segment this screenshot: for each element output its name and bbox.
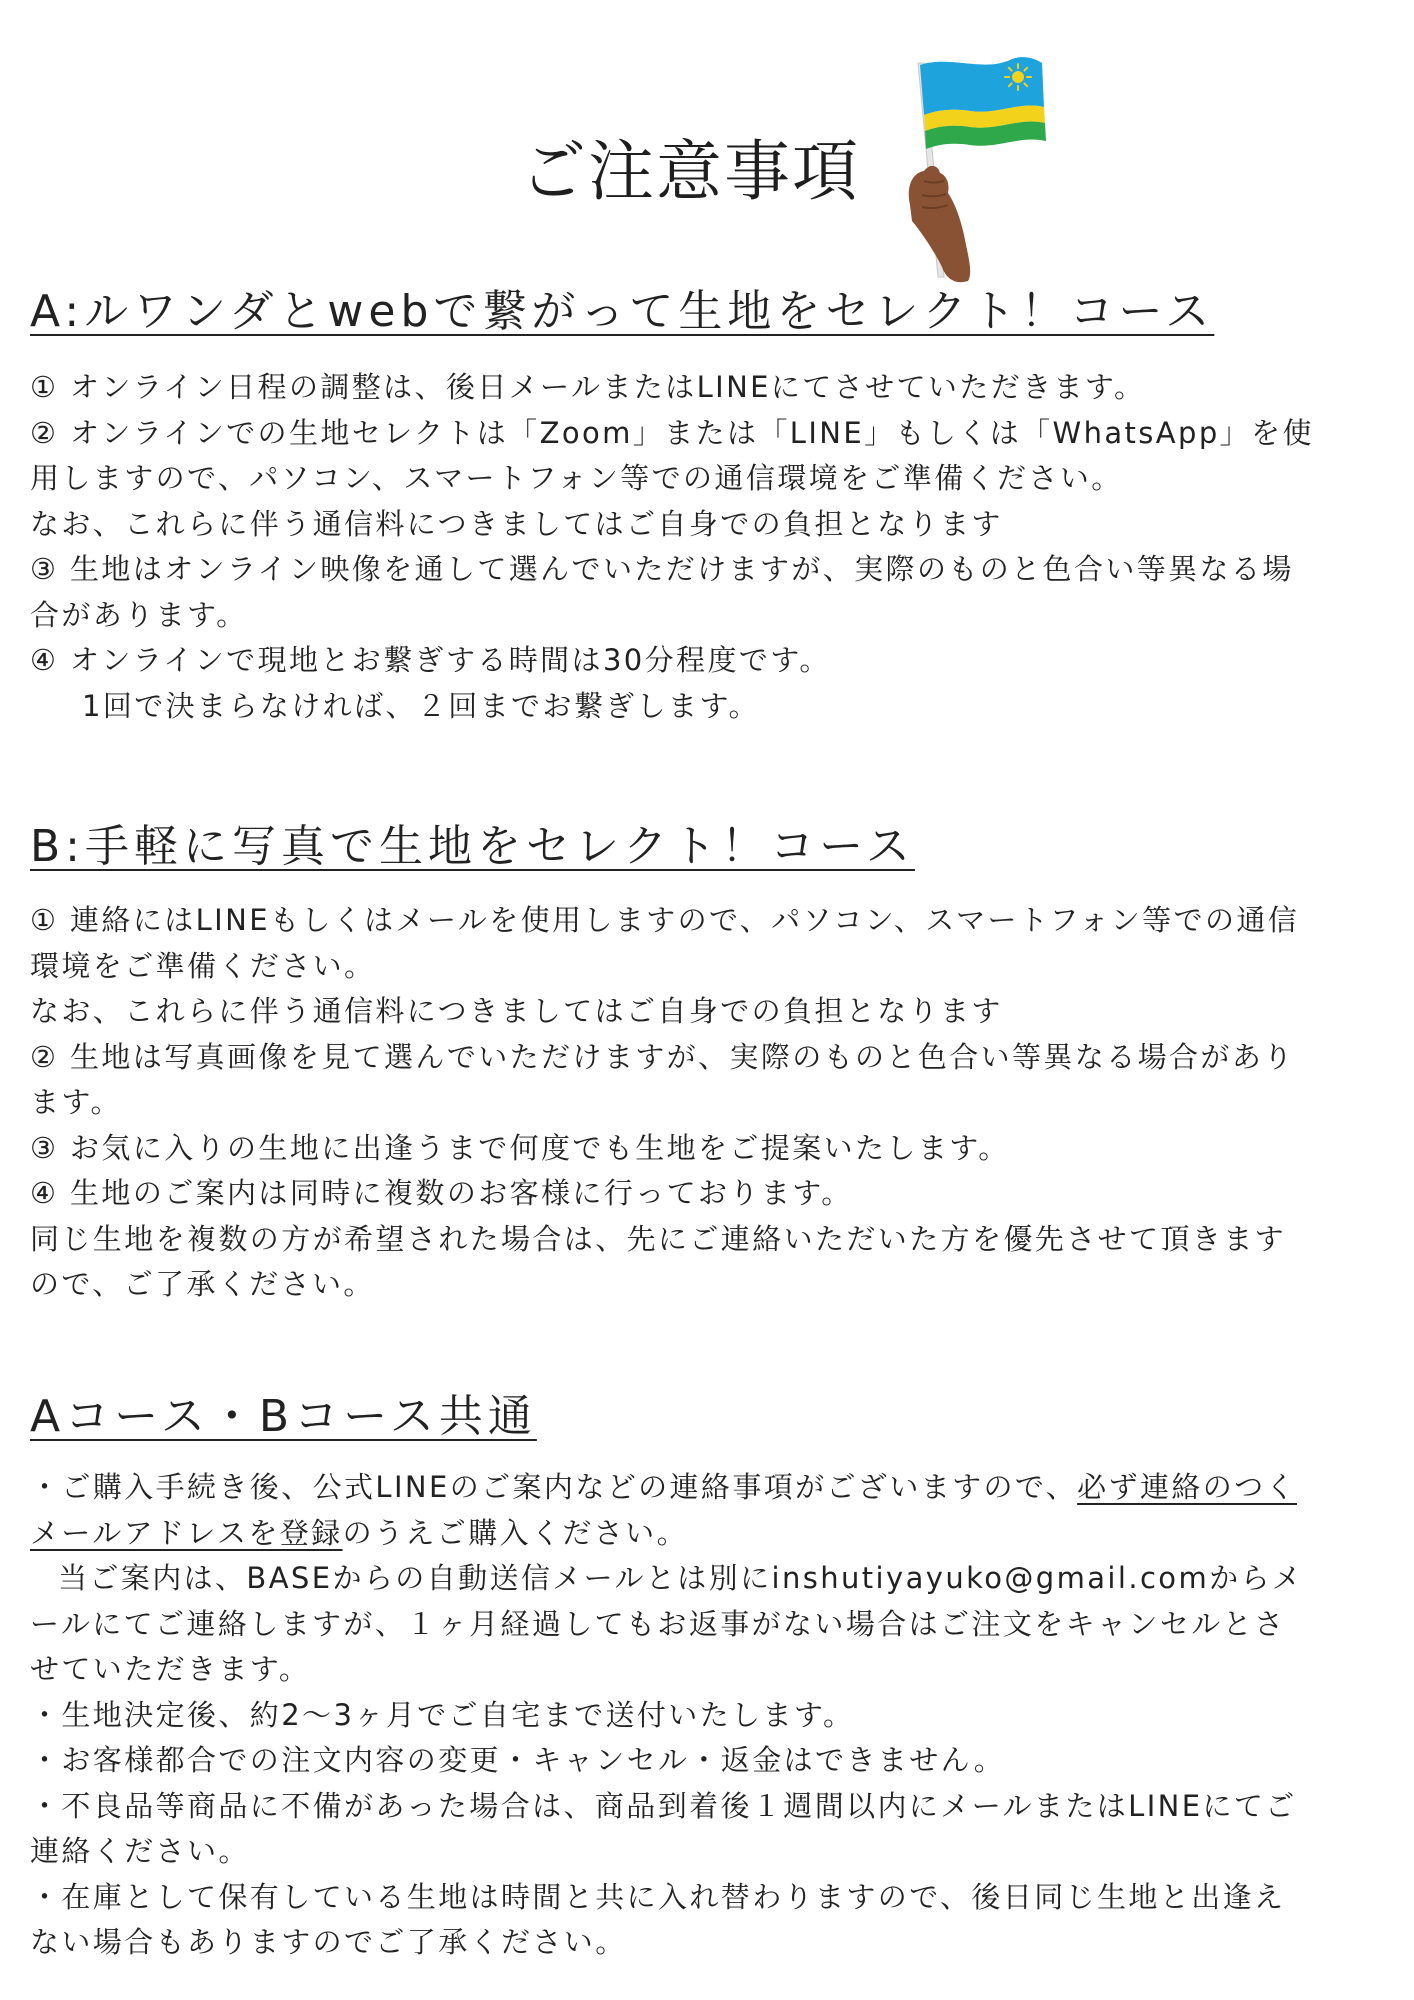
section-common-line: 連絡ください。 <box>30 1834 250 1868</box>
section-b-line: ので、ご了承ください。 <box>30 1267 375 1301</box>
section-a-line: 用しますので、パソコン、スマートフォン等での通信環境をご準備ください。 <box>30 461 1123 495</box>
section-a-body <box>30 365 1390 729</box>
section-common-text: ・ご購入手続き後、公式LINEのご案内などの連絡事項がございますので、 <box>30 1470 1078 1504</box>
section-a-heading: A:ルワンダとwebで繋がって生地をセレクト！コース <box>30 286 1215 337</box>
section-common-line: ・お客様都合での注文内容の変更・キャンセル・返金はできません。 <box>30 1743 1006 1777</box>
section-a-line: 1回で決まらなければ、２回までお繋ぎします。 <box>82 688 760 723</box>
section-common-line <box>30 1465 1390 1511</box>
important-underlined-text: メールアドレスを登録 <box>30 1515 343 1550</box>
section-common-body <box>30 1465 1390 1966</box>
section-a-line: ④ オンラインで現地とお繋ぎする時間は30分程度です。 <box>30 643 831 677</box>
section-b-heading: B:手軽に写真で生地をセレクト！コース <box>30 821 915 872</box>
section-b-line: 環境をご準備ください。 <box>30 948 376 983</box>
section-b-line: なお、これらに伴う通信料につきましてはご自身での負担となります <box>30 994 1003 1028</box>
section-b-line: ④ 生地のご案内は同時に複数のお客様に行っております。 <box>30 1176 853 1210</box>
section-b-line: 同じ生地を複数の方が希望された場合は、先にご連絡いただいた方を優先させて頂きます <box>30 1221 1287 1256</box>
section-common-line: ない場合もありますのでご了承ください。 <box>30 1925 627 1959</box>
section-common-line: せていただきます。 <box>30 1652 311 1686</box>
important-underlined-text: 必ず連絡のつく <box>1077 1470 1297 1504</box>
section-common-heading: Aコース・Bコース共通 <box>30 1391 537 1442</box>
section-a-line: なお、これらに伴う通信料につきましてはご自身での負担となります <box>30 506 1003 541</box>
section-a-line: ③ 生地はオンライン映像を通して選んでいただけますが、実際のものと色合い等異なる場 <box>30 552 1294 586</box>
section-b-line: ます。 <box>30 1085 122 1119</box>
section-common-line: ・不良品等商品に不備があった場合は、商品到着後１週間以内にメールまたはLINEにてご <box>30 1788 1297 1823</box>
page-title: ご注意事項 <box>520 133 860 210</box>
section-common-text: のうえご購入ください。 <box>342 1515 688 1550</box>
section-common-line: ・生地決定後、約2〜3ヶ月でご自宅まで送付いたします。 <box>30 1697 855 1732</box>
section-b-line: ③ お気に入りの生地に出逢うまで何度でも生地をご提案いたします。 <box>30 1130 1010 1165</box>
section-b-line: ② 生地は写真画像を見て選んでいただけますが、実際のものと色合い等異なる場合があり <box>30 1039 1295 1074</box>
section-a-line: ② オンラインでの生地セレクトは「Zoom」または「LINE」もしくは「WhatsApp」を使 <box>30 415 1314 450</box>
section-a-line: 合があります。 <box>30 597 248 632</box>
section-b-body <box>30 898 1390 1308</box>
rwanda-flag-in-hand-icon <box>900 55 1060 285</box>
section-a-line: ① オンライン日程の調整は、後日メールまたはLINEにてさせていただきます。 <box>30 370 1146 404</box>
section-common-line <box>30 1511 1390 1557</box>
section-common-line: ールにてご連絡しますが、１ヶ月経過してもお返事がない場合はご注文をキャンセルとさ <box>30 1606 1286 1641</box>
section-common-line: ・在庫として保有している生地は時間と共に入れ替わりますので、後日同じ生地と出逢え <box>30 1879 1286 1914</box>
section-b-line: ① 連絡にはLINEもしくはメールを使用しますので、パソコン、スマートフォン等での通信 <box>30 903 1300 937</box>
section-common-line: 当ご案内は、BASEからの自動送信メールとは別にinshutiyayuko@gmail.comからメ <box>58 1561 1304 1595</box>
